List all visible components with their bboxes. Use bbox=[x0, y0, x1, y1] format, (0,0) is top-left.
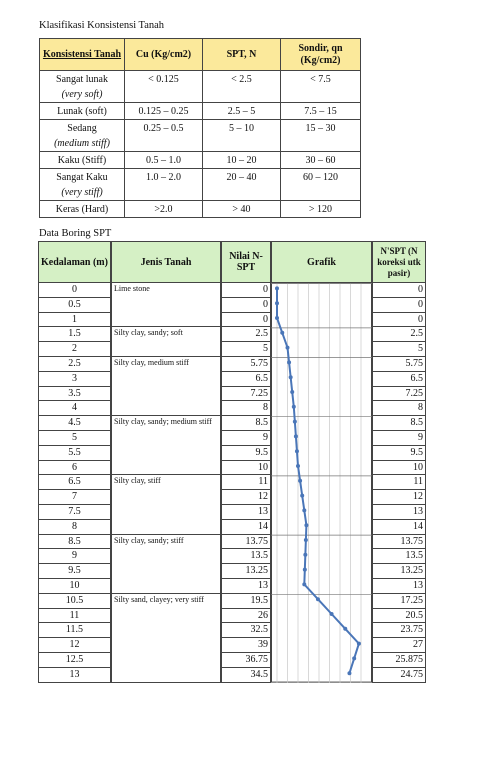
nspt-corrected-cell: 17.25 bbox=[372, 594, 426, 609]
depth-cell: 0.5 bbox=[38, 298, 111, 313]
depth-cell: 5 bbox=[38, 431, 111, 446]
konsistensi-name: Keras (Hard) bbox=[55, 204, 109, 215]
nspt-corrected-cell: 8.5 bbox=[372, 416, 426, 431]
nspt-cell: 26 bbox=[221, 609, 271, 624]
depth-cell: 3.5 bbox=[38, 387, 111, 402]
depth-column bbox=[38, 283, 111, 683]
chart-point bbox=[316, 597, 320, 601]
nspt-cell: 14 bbox=[221, 520, 271, 535]
header-cu: Cu (Kg/cm2) bbox=[125, 39, 203, 71]
nspt-corrected-cell: 9.5 bbox=[372, 446, 426, 461]
soil-layer: Silty clay, sandy; stiff bbox=[111, 535, 221, 594]
konsistensi-name: Sangat lunak bbox=[56, 74, 108, 85]
chart-point bbox=[289, 375, 293, 379]
depth-cell: 4.5 bbox=[38, 416, 111, 431]
chart-point bbox=[304, 523, 308, 527]
depth-cell: 8 bbox=[38, 520, 111, 535]
nspt-cell: 9 bbox=[221, 431, 271, 446]
depth-cell: 9 bbox=[38, 549, 111, 564]
depth-cell: 0 bbox=[38, 283, 111, 298]
chart-point bbox=[295, 449, 299, 453]
nspt-corrected-cell: 5.75 bbox=[372, 357, 426, 372]
chart-point bbox=[275, 286, 279, 290]
nspt-cell: 6.5 bbox=[221, 372, 271, 387]
nspt-cell: 7.25 bbox=[221, 387, 271, 402]
chart-point bbox=[292, 405, 296, 409]
nspt-cell: 34.5 bbox=[221, 668, 271, 683]
konsistensi-name: Sangat Kaku bbox=[56, 172, 108, 183]
nspt-corrected-cell: 20.5 bbox=[372, 609, 426, 624]
konsistensi-cell bbox=[40, 120, 125, 152]
soil-layer: Silty clay, sandy; soft bbox=[111, 327, 221, 357]
chart-point bbox=[293, 420, 297, 424]
nspt-cell: 0 bbox=[221, 283, 271, 298]
header-kedalaman: Kedalaman (m) bbox=[38, 241, 111, 283]
chart-point bbox=[352, 656, 356, 660]
klasifikasi-row bbox=[40, 201, 361, 218]
konsistensi-name: Lunak (soft) bbox=[57, 106, 107, 117]
chart-point bbox=[330, 612, 334, 616]
chart-point bbox=[287, 360, 291, 364]
nspt-corrected-cell: 9 bbox=[372, 431, 426, 446]
depth-cell: 2.5 bbox=[38, 357, 111, 372]
klasifikasi-row bbox=[40, 120, 361, 152]
nspt-cell: 2.5 bbox=[221, 327, 271, 342]
depth-cell: 7.5 bbox=[38, 505, 111, 520]
konsistensi-english: (very soft) bbox=[61, 89, 103, 100]
soil-layer: Silty sand, clayey; very stiff bbox=[111, 594, 221, 683]
depth-cell: 10.5 bbox=[38, 594, 111, 609]
spt-cell: 2.5 – 5 bbox=[203, 103, 281, 120]
nspt-cell: 13.75 bbox=[221, 535, 271, 550]
depth-cell: 6 bbox=[38, 461, 111, 476]
nspt-cell: 0 bbox=[221, 298, 271, 313]
klasifikasi-row bbox=[40, 152, 361, 169]
konsistensi-cell bbox=[40, 71, 125, 103]
nspt-cell: 8.5 bbox=[221, 416, 271, 431]
chart-point bbox=[357, 642, 361, 646]
sondir-cell: 60 – 120 bbox=[281, 169, 361, 201]
header-spt: SPT, N bbox=[203, 39, 281, 71]
nspt-corrected-cell: 0 bbox=[372, 283, 426, 298]
header-jenis-tanah: Jenis Tanah bbox=[111, 241, 221, 283]
cu-cell: >2.0 bbox=[125, 201, 203, 218]
nspt-corrected-cell: 23.75 bbox=[372, 623, 426, 638]
nspt-corrected-cell: 0 bbox=[372, 313, 426, 328]
konsistensi-cell bbox=[40, 103, 125, 120]
nspt-cell: 13 bbox=[221, 505, 271, 520]
sondir-cell: > 120 bbox=[281, 201, 361, 218]
soil-type-column bbox=[111, 283, 221, 683]
chart-point bbox=[286, 346, 290, 350]
sondir-cell: < 7.5 bbox=[281, 71, 361, 103]
chart-point bbox=[343, 627, 347, 631]
spt-cell: > 40 bbox=[203, 201, 281, 218]
nspt-corrected-cell: 5 bbox=[372, 342, 426, 357]
nspt-corrected-cell: 27 bbox=[372, 638, 426, 653]
nspt-corrected-cell: 6.5 bbox=[372, 372, 426, 387]
nspt-corrected-cell: 24.75 bbox=[372, 668, 426, 683]
nspt-corrected-cell: 13.5 bbox=[372, 549, 426, 564]
chart-point bbox=[275, 316, 279, 320]
nspt-cell: 36.75 bbox=[221, 653, 271, 668]
spt-cell: 10 – 20 bbox=[203, 152, 281, 169]
nspt-corrected-cell: 13 bbox=[372, 505, 426, 520]
klasifikasi-header-row bbox=[40, 39, 361, 71]
nspt-cell: 10 bbox=[221, 461, 271, 476]
depth-cell: 11.5 bbox=[38, 623, 111, 638]
soil-layer: Silty clay, medium stiff bbox=[111, 357, 221, 416]
nspt-column bbox=[221, 283, 271, 683]
boring-title: Data Boring SPT bbox=[39, 228, 112, 239]
spt-cell: 20 – 40 bbox=[203, 169, 281, 201]
soil-layer: Silty clay, sandy; medium stiff bbox=[111, 416, 221, 475]
nspt-corrected-column bbox=[372, 283, 426, 683]
chart-point bbox=[347, 671, 351, 675]
cu-cell: 0.5 – 1.0 bbox=[125, 152, 203, 169]
nspt-cell: 19.5 bbox=[221, 594, 271, 609]
chart-point bbox=[275, 301, 279, 305]
depth-cell: 9.5 bbox=[38, 564, 111, 579]
nspt-cell: 13 bbox=[221, 579, 271, 594]
depth-cell: 12.5 bbox=[38, 653, 111, 668]
nspt-corrected-cell: 13.25 bbox=[372, 564, 426, 579]
klasifikasi-row bbox=[40, 169, 361, 201]
chart-point bbox=[296, 464, 300, 468]
nspt-cell: 11 bbox=[221, 475, 271, 490]
spt-chart bbox=[271, 283, 372, 683]
konsistensi-name: Sedang bbox=[67, 123, 97, 134]
depth-cell: 12 bbox=[38, 638, 111, 653]
chart-point bbox=[298, 479, 302, 483]
header-nspt-koreksi: N'SPT (N koreksi utk pasir) bbox=[372, 241, 426, 283]
sondir-cell: 30 – 60 bbox=[281, 152, 361, 169]
header-konsistensi: Konsistensi Tanah bbox=[40, 39, 125, 71]
nspt-cell: 39 bbox=[221, 638, 271, 653]
nspt-corrected-cell: 10 bbox=[372, 461, 426, 476]
nspt-corrected-cell: 7.25 bbox=[372, 387, 426, 402]
nspt-corrected-cell: 14 bbox=[372, 520, 426, 535]
nspt-corrected-cell: 8 bbox=[372, 401, 426, 416]
depth-cell: 3 bbox=[38, 372, 111, 387]
klasifikasi-table bbox=[39, 38, 361, 218]
header-grafik: Grafik bbox=[271, 241, 372, 283]
nspt-corrected-cell: 25.875 bbox=[372, 653, 426, 668]
nspt-cell: 5.75 bbox=[221, 357, 271, 372]
konsistensi-english: (very stiff) bbox=[61, 187, 103, 198]
nspt-corrected-cell: 13 bbox=[372, 579, 426, 594]
konsistensi-cell bbox=[40, 152, 125, 169]
nspt-cell: 32.5 bbox=[221, 623, 271, 638]
sondir-cell: 15 – 30 bbox=[281, 120, 361, 152]
depth-cell: 13 bbox=[38, 668, 111, 683]
chart-point bbox=[294, 434, 298, 438]
klasifikasi-row bbox=[40, 71, 361, 103]
depth-cell: 5.5 bbox=[38, 446, 111, 461]
klasifikasi-title: Klasifikasi Konsistensi Tanah bbox=[39, 20, 165, 31]
depth-cell: 2 bbox=[38, 342, 111, 357]
chart-point bbox=[304, 538, 308, 542]
depth-cell: 7 bbox=[38, 490, 111, 505]
nspt-corrected-cell: 11 bbox=[372, 475, 426, 490]
sondir-cell: 7.5 – 15 bbox=[281, 103, 361, 120]
chart-point bbox=[302, 508, 306, 512]
nspt-cell: 5 bbox=[221, 342, 271, 357]
konsistensi-cell bbox=[40, 169, 125, 201]
depth-cell: 8.5 bbox=[38, 535, 111, 550]
konsistensi-cell bbox=[40, 201, 125, 218]
depth-cell: 6.5 bbox=[38, 475, 111, 490]
nspt-corrected-cell: 13.75 bbox=[372, 535, 426, 550]
depth-cell: 1 bbox=[38, 313, 111, 328]
depth-cell: 10 bbox=[38, 579, 111, 594]
header-sondir: Sondir, qn (Kg/cm2) bbox=[281, 39, 361, 71]
nspt-cell: 12 bbox=[221, 490, 271, 505]
nspt-cell: 13.25 bbox=[221, 564, 271, 579]
spt-cell: 5 – 10 bbox=[203, 120, 281, 152]
cu-cell: < 0.125 bbox=[125, 71, 203, 103]
depth-cell: 4 bbox=[38, 401, 111, 416]
cu-cell: 0.125 – 0.25 bbox=[125, 103, 203, 120]
nspt-cell: 0 bbox=[221, 313, 271, 328]
nspt-cell: 13.5 bbox=[221, 549, 271, 564]
soil-layer: Silty clay, stiff bbox=[111, 475, 221, 534]
header-nilai-nspt: Nilai N-SPT bbox=[221, 241, 271, 283]
depth-cell: 11 bbox=[38, 609, 111, 624]
chart-point bbox=[303, 553, 307, 557]
chart-point bbox=[290, 390, 294, 394]
nspt-corrected-cell: 0 bbox=[372, 298, 426, 313]
konsistensi-name: Kaku (Stiff) bbox=[57, 155, 107, 166]
chart-point bbox=[303, 568, 307, 572]
cu-cell: 0.25 – 0.5 bbox=[125, 120, 203, 152]
spt-cell: < 2.5 bbox=[203, 71, 281, 103]
chart-point bbox=[302, 582, 306, 586]
nspt-corrected-cell: 2.5 bbox=[372, 327, 426, 342]
konsistensi-english: (medium stiff) bbox=[54, 138, 110, 149]
nspt-cell: 9.5 bbox=[221, 446, 271, 461]
nspt-corrected-cell: 12 bbox=[372, 490, 426, 505]
chart-point bbox=[300, 494, 304, 498]
chart-point bbox=[280, 331, 284, 335]
depth-cell: 1.5 bbox=[38, 327, 111, 342]
soil-layer: Lime stone bbox=[111, 283, 221, 327]
klasifikasi-row bbox=[40, 103, 361, 120]
cu-cell: 1.0 – 2.0 bbox=[125, 169, 203, 201]
nspt-cell: 8 bbox=[221, 401, 271, 416]
